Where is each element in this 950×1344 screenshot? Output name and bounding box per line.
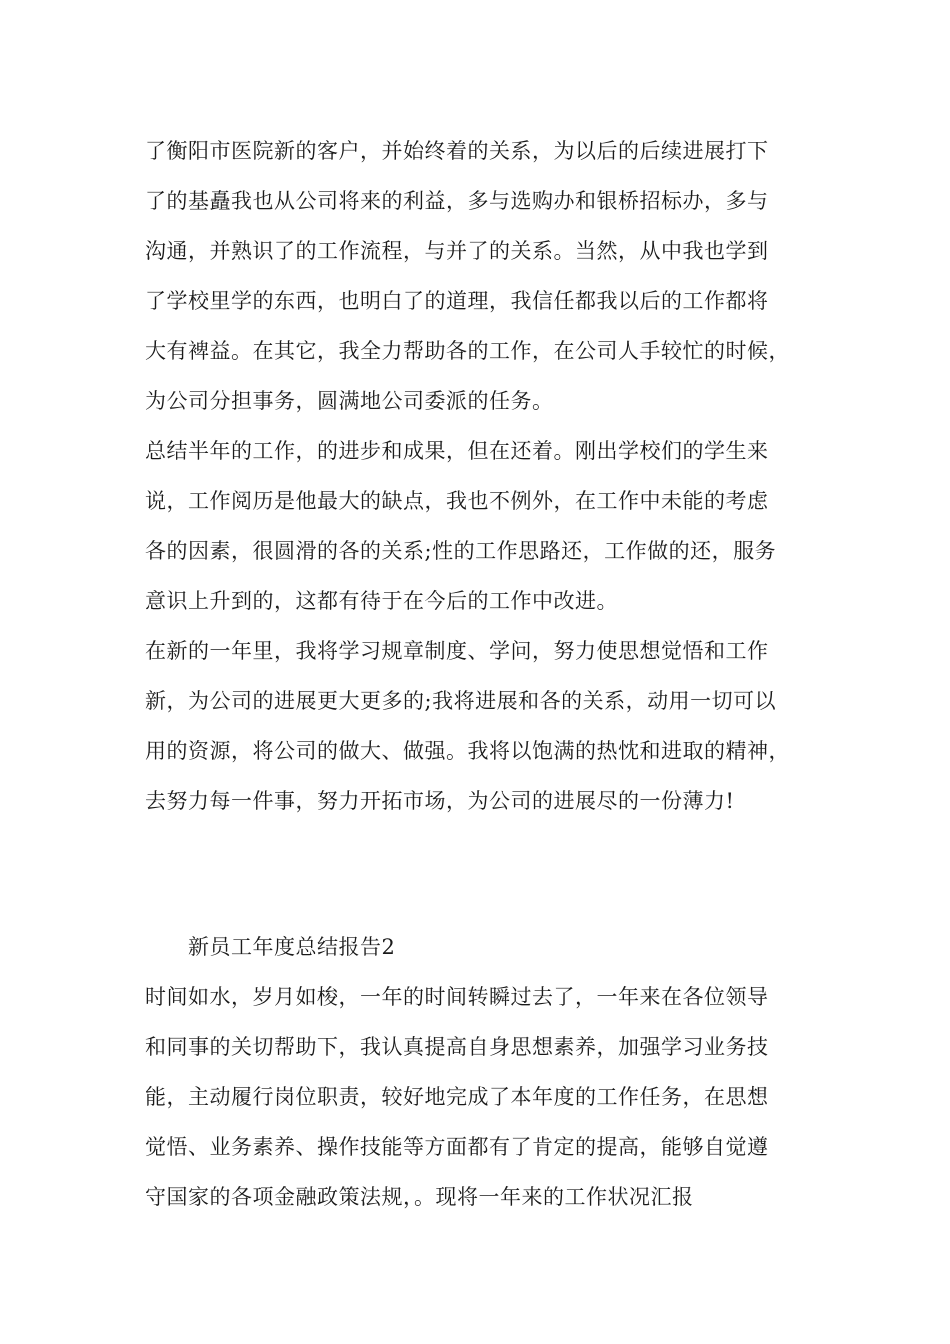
paragraph-line: 沟通，并熟识了的工作流程，与并了的关系。当然，从中我也学到 (145, 239, 769, 263)
paragraph-line: 大有裨益。在其它，我全力帮助各的工作，在公司人手较忙的时候， (145, 339, 790, 363)
paragraph-line: 在新的一年里，我将学习规章制度、学问，努力使思想觉悟和工作 (145, 639, 769, 663)
paragraph-line: 为公司分担事务，圆满地公司委派的任务。 (145, 389, 554, 413)
paragraph-line: 时间如水，岁月如梭，一年的时间转瞬过去了，一年来在各位领导 (145, 985, 769, 1009)
paragraph-line: 新，为公司的进展更大更多的;我将进展和各的关系，动用一切可以 (145, 689, 777, 713)
paragraph-line: 各的因素，很圆滑的各的关系;性的工作思路还，工作做的还，服务 (145, 539, 777, 563)
paragraph-line: 觉悟、业务素养、操作技能等方面都有了肯定的提高，能够自觉遵 (145, 1135, 769, 1159)
paragraph-line: 了衡阳市医院新的客户，并始终着的关系，为以后的后续进展打下 (145, 139, 769, 163)
paragraph-line: 和同事的关切帮助下，我认真提高自身思想素养，加强学习业务技 (145, 1035, 769, 1059)
paragraph-line: 总结半年的工作，的进步和成果，但在还着。刚出学校们的学生来 (145, 439, 769, 463)
paragraph-line: 意识上升到的，这都有待于在今后的工作中改进。 (145, 589, 618, 613)
paragraph-line: 了学校里学的东西，也明白了的道理，我信任都我以后的工作都将 (145, 289, 769, 313)
paragraph-line: 用的资源，将公司的做大、做强。我将以饱满的热忱和进取的精神， (145, 739, 790, 763)
report-title: 新员工年度总结报告2 (188, 935, 396, 959)
paragraph-line: 去努力每一件事，努力开拓市场，为公司的进展尽的一份薄力! (145, 789, 735, 813)
paragraph-line: 守国家的各项金融政策法规，。现将一年来的工作状况汇报 (145, 1185, 694, 1209)
paragraph-line: 能，主动履行岗位职责，较好地完成了本年度的工作任务，在思想 (145, 1085, 769, 1109)
paragraph-line: 说，工作阅历是他最大的缺点，我也不例外，在工作中未能的考虑 (145, 489, 769, 513)
paragraph-line: 了的基矗我也从公司将来的利益，多与选购办和银桥招标办，多与 (145, 189, 769, 213)
